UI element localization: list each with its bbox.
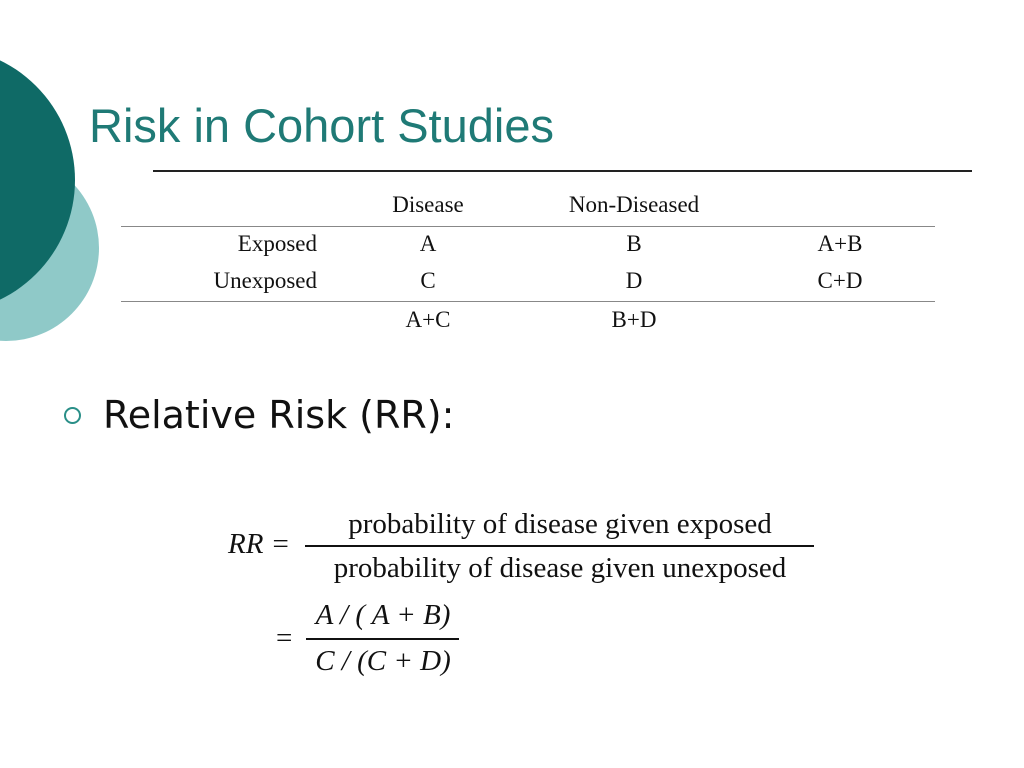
bullet-relative-risk <box>64 393 454 437</box>
bullet-text: Relative Risk (RR): <box>103 393 455 437</box>
cell-unexposed-non-diseased: D <box>625 268 643 293</box>
row-label-exposed: Exposed <box>237 231 317 256</box>
contingency-table <box>0 0 1024 340</box>
formula-denominator-2: C / (C + D) <box>315 645 451 677</box>
circle-bullet-icon <box>64 407 81 424</box>
formula-fraction-bar-2 <box>306 638 459 640</box>
formula-numerator-2: A / ( A + B) <box>315 599 451 631</box>
formula-equals: = <box>276 622 293 654</box>
formula-fraction-bar <box>305 545 814 547</box>
row-label-unexposed: Unexposed <box>213 268 317 293</box>
table-top-rule <box>121 226 935 227</box>
formula-denominator: probability of disease given unexposed <box>333 552 787 584</box>
cell-unexposed-disease: C <box>420 268 436 293</box>
col-header-disease: Disease <box>392 192 464 217</box>
table-bottom-rule <box>121 301 935 302</box>
formula-numerator: probability of disease given exposed <box>348 508 772 540</box>
total-disease: A+C <box>405 307 451 332</box>
cell-exposed-non-diseased: B <box>626 231 642 256</box>
cell-unexposed-total: C+D <box>817 268 863 293</box>
total-non-diseased: B+D <box>611 307 657 332</box>
slide-title: Risk in Cohort Studies <box>89 99 554 152</box>
col-header-non-diseased: Non-Diseased <box>568 192 700 217</box>
cell-exposed-total: A+B <box>817 231 863 256</box>
formula-lhs: RR = <box>228 528 291 560</box>
cell-exposed-disease: A <box>419 231 437 256</box>
